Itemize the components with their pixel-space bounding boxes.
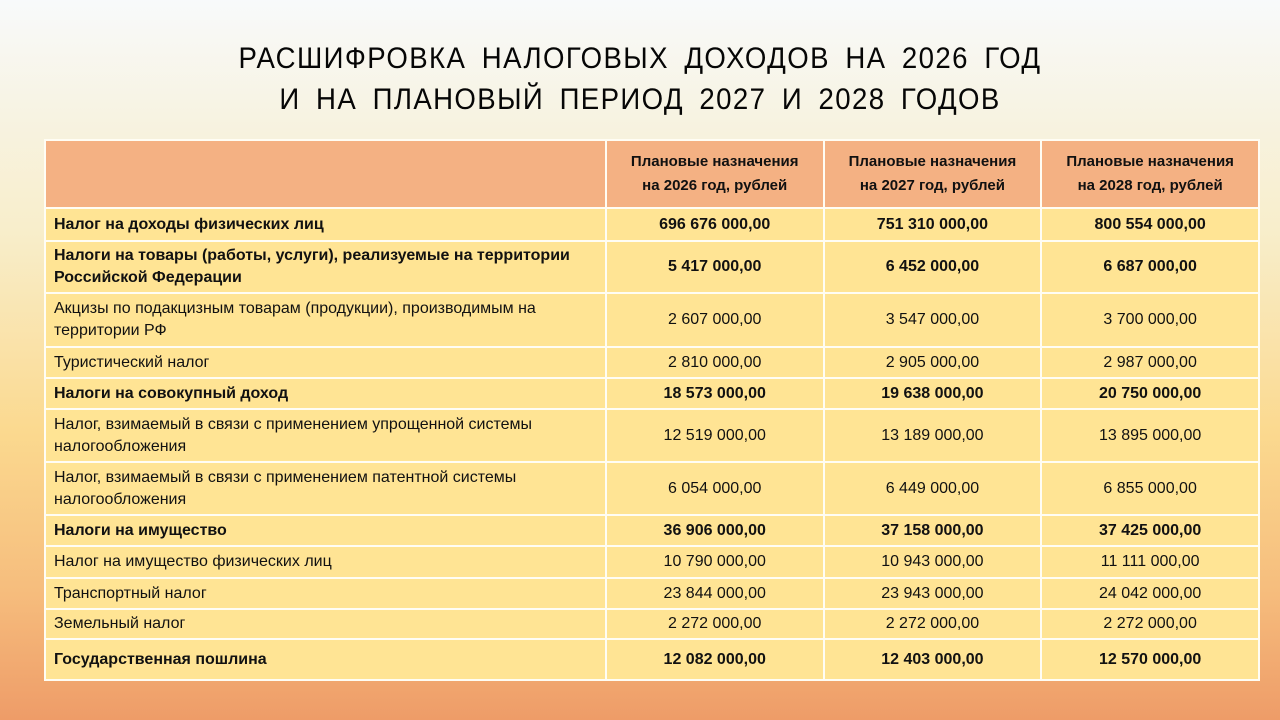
- table-row: [45, 241, 1259, 293]
- row-label: Налог на доходы физических лиц: [45, 208, 606, 241]
- value-2028: 24 042 000,00: [1041, 578, 1259, 609]
- value-2026: 2 607 000,00: [606, 293, 824, 347]
- row-label: Туристический налог: [45, 347, 606, 378]
- table-row: [45, 546, 1259, 578]
- value-2027: 13 189 000,00: [824, 409, 1042, 462]
- value-2027: 12 403 000,00: [824, 639, 1042, 680]
- row-label: Налог, взимаемый в связи с применением упрощенной системы налогообложения: [45, 409, 606, 462]
- header-plan-2028: Плановые назначения на 2028 год, рублей: [1041, 140, 1259, 208]
- value-2026: 12 082 000,00: [606, 639, 824, 680]
- value-2028: 2 987 000,00: [1041, 347, 1259, 378]
- value-2027: 19 638 000,00: [824, 378, 1042, 409]
- value-2027: 751 310 000,00: [824, 208, 1042, 241]
- value-2026: 10 790 000,00: [606, 546, 824, 578]
- value-2027: 3 547 000,00: [824, 293, 1042, 347]
- tax-table: [44, 139, 1260, 681]
- table-row: [45, 609, 1259, 639]
- row-label: Транспортный налог: [45, 578, 606, 609]
- value-2026: 2 810 000,00: [606, 347, 824, 378]
- row-label: Земельный налог: [45, 609, 606, 639]
- page-title: [51, 38, 1229, 120]
- row-label: Налог на имущество физических лиц: [45, 546, 606, 578]
- table-row: [45, 293, 1259, 347]
- value-2028: 37 425 000,00: [1041, 515, 1259, 546]
- value-2028: 3 700 000,00: [1041, 293, 1259, 347]
- row-label: Налог, взимаемый в связи с применением патентной системы налогообложения: [45, 462, 606, 515]
- value-2026: 5 417 000,00: [606, 241, 824, 293]
- value-2026: 36 906 000,00: [606, 515, 824, 546]
- table-header-row: [45, 140, 1259, 208]
- title-line-1: РАСШИФРОВКА НАЛОГОВЫХ ДОХОДОВ НА 2026 ГОД: [238, 42, 1042, 75]
- value-2027: 2 905 000,00: [824, 347, 1042, 378]
- table-row: [45, 578, 1259, 609]
- value-2028: 6 855 000,00: [1041, 462, 1259, 515]
- value-2028: 11 111 000,00: [1041, 546, 1259, 578]
- value-2028: 13 895 000,00: [1041, 409, 1259, 462]
- value-2026: 12 519 000,00: [606, 409, 824, 462]
- value-2028: 20 750 000,00: [1041, 378, 1259, 409]
- value-2027: 10 943 000,00: [824, 546, 1042, 578]
- header-plan-2026: Плановые назначения на 2026 год, рублей: [606, 140, 824, 208]
- table-row: [45, 462, 1259, 515]
- table-row: [45, 378, 1259, 409]
- row-label: Налоги на имущество: [45, 515, 606, 546]
- table-row: [45, 347, 1259, 378]
- header-plan-2027: Плановые назначения на 2027 год, рублей: [824, 140, 1042, 208]
- value-2027: 6 452 000,00: [824, 241, 1042, 293]
- value-2026: 6 054 000,00: [606, 462, 824, 515]
- value-2026: 23 844 000,00: [606, 578, 824, 609]
- row-label: Налоги на товары (работы, услуги), реализуемые на территории Российской Федерации: [45, 241, 606, 293]
- title-line-2: И НА ПЛАНОВЫЙ ПЕРИОД 2027 И 2028 ГОДОВ: [279, 83, 1001, 116]
- value-2028: 800 554 000,00: [1041, 208, 1259, 241]
- value-2027: 2 272 000,00: [824, 609, 1042, 639]
- value-2027: 37 158 000,00: [824, 515, 1042, 546]
- tax-table-container: [44, 139, 1260, 681]
- value-2028: 6 687 000,00: [1041, 241, 1259, 293]
- value-2027: 23 943 000,00: [824, 578, 1042, 609]
- value-2026: 696 676 000,00: [606, 208, 824, 241]
- table-row: [45, 515, 1259, 546]
- row-label: Акцизы по подакцизным товарам (продукции), производимым на территории РФ: [45, 293, 606, 347]
- value-2026: 2 272 000,00: [606, 609, 824, 639]
- value-2027: 6 449 000,00: [824, 462, 1042, 515]
- row-label: Налоги на совокупный доход: [45, 378, 606, 409]
- table-row: [45, 409, 1259, 462]
- row-label: Государственная пошлина: [45, 639, 606, 680]
- header-empty-cell: [45, 140, 606, 208]
- value-2026: 18 573 000,00: [606, 378, 824, 409]
- value-2028: 2 272 000,00: [1041, 609, 1259, 639]
- table-row: [45, 639, 1259, 680]
- value-2028: 12 570 000,00: [1041, 639, 1259, 680]
- table-row: [45, 208, 1259, 241]
